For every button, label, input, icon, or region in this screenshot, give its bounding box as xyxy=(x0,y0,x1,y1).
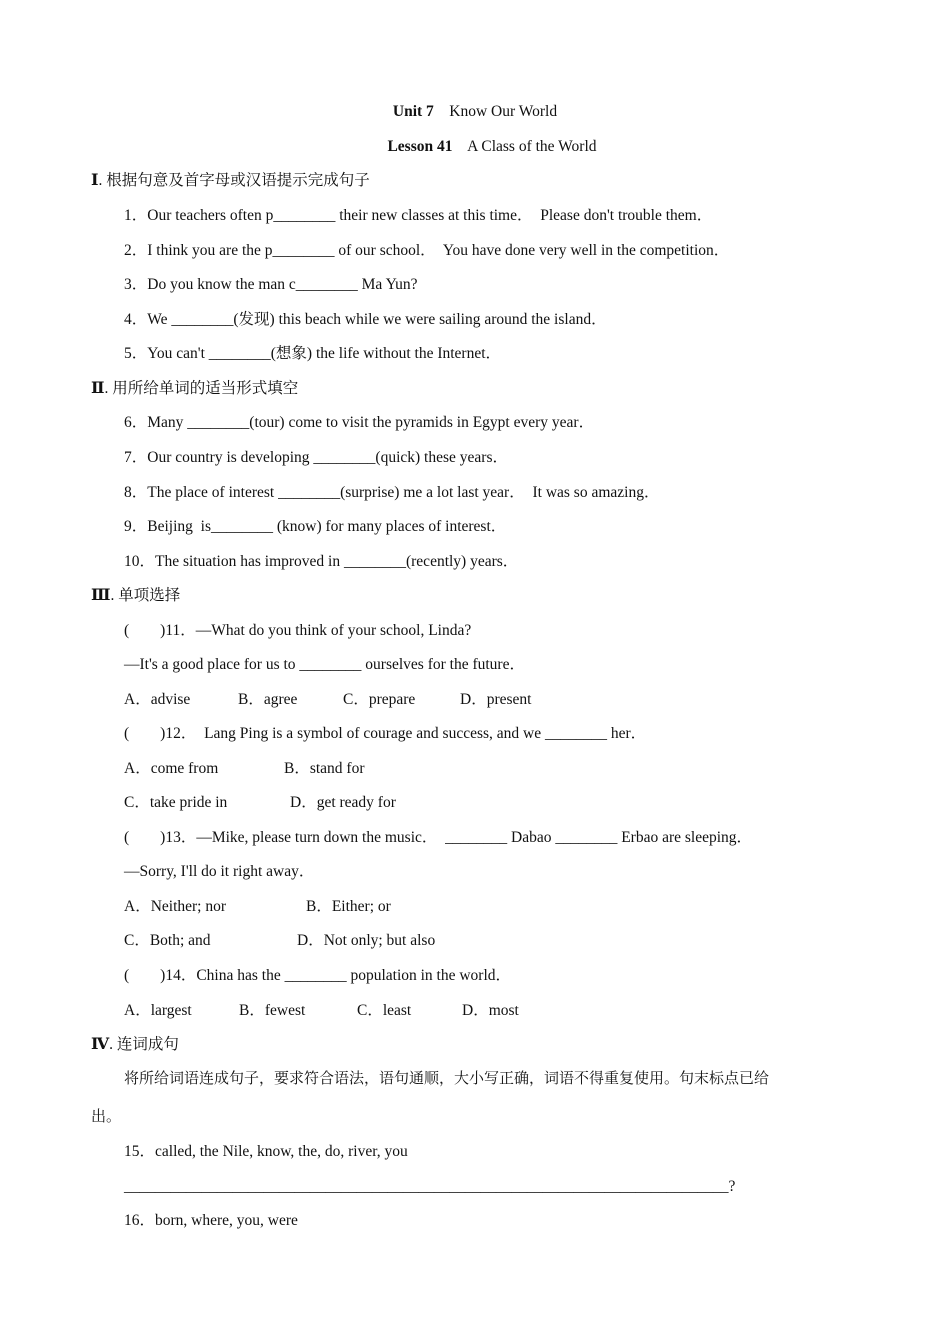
question-13-stem-reply: —Sorry, I'll do it right away． xyxy=(124,863,315,880)
section-4-title: . 连词成句 xyxy=(109,1036,179,1053)
section-2-heading xyxy=(91,379,298,399)
question-11-option-c: C．prepare xyxy=(343,691,416,708)
section-2-numeral: Ⅱ xyxy=(91,380,105,397)
question-14-option-a: A．largest xyxy=(124,1002,192,1019)
section-1-heading xyxy=(91,171,370,191)
question-6: 6．Many ________(tour) come to visit the pyramids in Egypt every year． xyxy=(124,414,595,431)
question-13-option-c: C．Both; and xyxy=(124,932,211,949)
question-14-option-b: B．fewest xyxy=(239,1002,306,1019)
question-11-stem-reply: —It's a good place for us to ________ ourselves for the future． xyxy=(124,656,525,673)
question-16: 16．born, where, you, were xyxy=(124,1212,298,1229)
question-1: 1．Our teachers often p________ their new classes at this time． Please don't trouble them． xyxy=(124,207,713,224)
question-9: 9．Beijing is________ (know) for many places of interest． xyxy=(124,518,507,535)
question-11-stem: ( )11．—What do you think of your school, Linda? xyxy=(124,622,472,639)
question-14-stem: ( )14．China has the ________ population in the world． xyxy=(124,967,512,984)
lesson-label: Lesson 41 xyxy=(387,138,453,155)
section-3-heading xyxy=(91,586,180,606)
question-15-answer-line: ______________________________________________________________________________? xyxy=(124,1178,736,1195)
section-1-numeral: Ⅰ xyxy=(91,172,99,189)
question-12-option-a: A．come from xyxy=(124,760,219,777)
section-4-instruction-cont: 出。 xyxy=(91,1109,122,1125)
question-15: 15．called, the Nile, know, the, do, river, you xyxy=(124,1143,408,1160)
question-4: 4．We ________(发现) this beach while we were sailing around the island． xyxy=(124,311,607,328)
question-8: 8．The place of interest ________(surprise) me a lot last year． It was so amazing． xyxy=(124,484,660,501)
question-14-option-d: D．most xyxy=(462,1002,519,1019)
question-5: 5．You can't ________(想象) the life without the Internet． xyxy=(124,345,502,362)
question-13-option-b: B．Either; or xyxy=(306,898,391,915)
unit-title: Know Our World xyxy=(449,103,558,120)
question-12-stem: ( )12． Lang Ping is a symbol of courage and success, and we ________ her． xyxy=(124,725,647,742)
question-14-option-c: C．least xyxy=(357,1002,412,1019)
unit-heading xyxy=(0,102,950,122)
section-2-title: . 用所给单词的适当形式填空 xyxy=(104,380,299,397)
section-4-numeral: Ⅳ xyxy=(91,1036,110,1053)
question-11-option-d: D．present xyxy=(460,691,532,708)
section-3-numeral: Ⅲ xyxy=(91,587,111,604)
question-13-stem: ( )13．—Mike, please turn down the music． ________ Dabao ________ Erbao are sleeping． xyxy=(124,829,753,846)
question-12-option-c: C．take pride in xyxy=(124,794,228,811)
question-11-option-b: B．agree xyxy=(238,691,298,708)
question-3: 3．Do you know the man c________ Ma Yun? xyxy=(124,276,418,293)
question-11-option-a: A．advise xyxy=(124,691,191,708)
lesson-heading xyxy=(0,137,950,157)
lesson-title: A Class of the World xyxy=(467,138,597,155)
section-4-instruction: 将所给词语连成句子，要求符合语法，语句通顺，大小写正确，词语不得重复使用。句末标点已给 xyxy=(124,1071,770,1087)
section-3-title: . 单项选择 xyxy=(110,587,181,604)
section-1-title: . 根据句意及首字母或汉语提示完成句子 xyxy=(98,172,370,189)
question-12-option-b: B．stand for xyxy=(284,760,365,777)
question-10: 10．The situation has improved in ________(recently) years． xyxy=(124,553,519,570)
question-7: 7．Our country is developing ________(quick) these years． xyxy=(124,449,508,466)
question-2: 2．I think you are the p________ of our school． You have done very well in the competition． xyxy=(124,242,730,259)
question-13-option-a: A．Neither; nor xyxy=(124,898,227,915)
section-4-heading xyxy=(91,1035,179,1055)
unit-label: Unit 7 xyxy=(392,103,434,120)
question-13-option-d: D．Not only; but also xyxy=(297,932,436,949)
question-12-option-d: D．get ready for xyxy=(290,794,396,811)
